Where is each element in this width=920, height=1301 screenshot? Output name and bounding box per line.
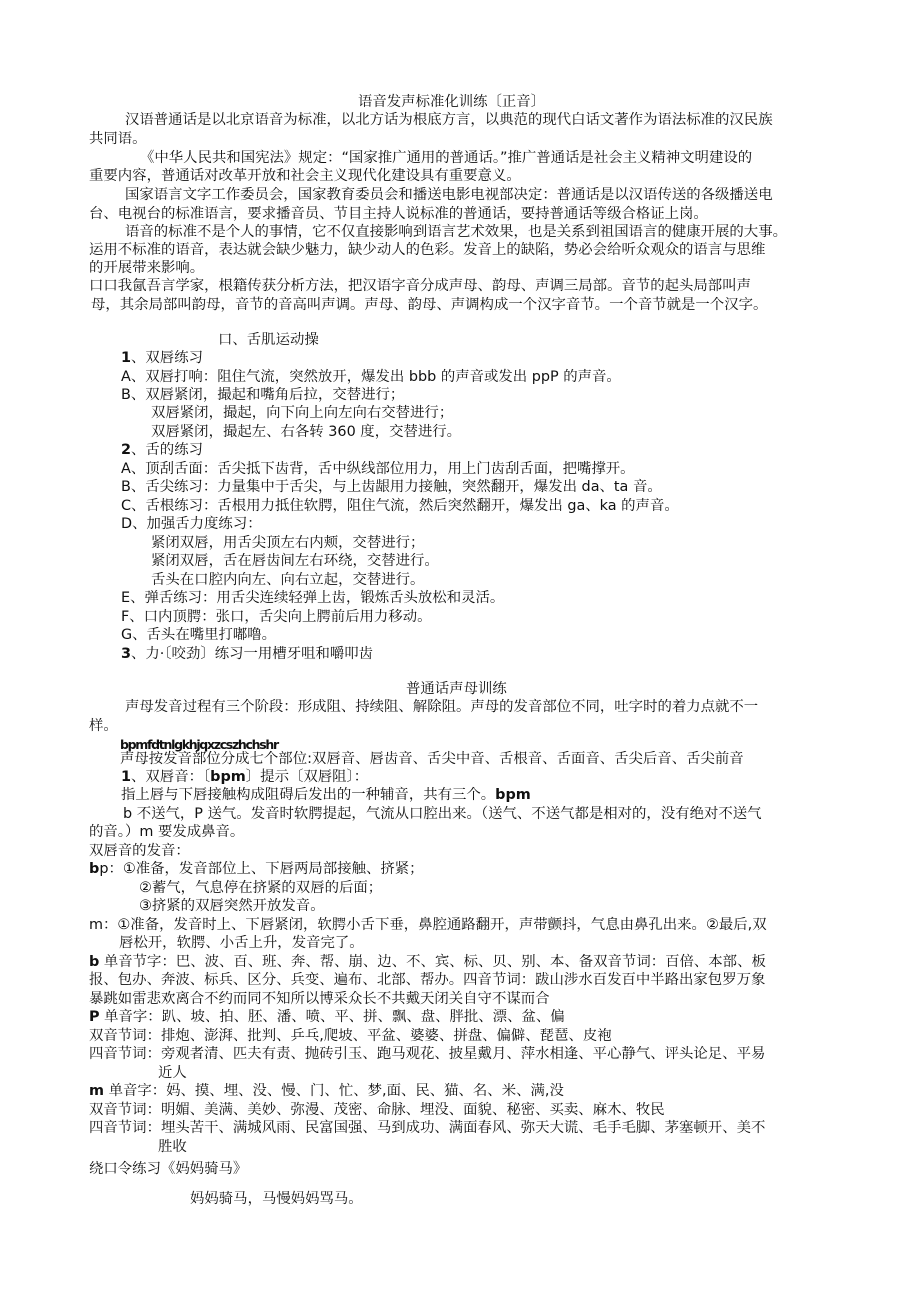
intro-line: 口口我氤吾言学家，根籍传获分析方法，把汉语字音分成声母、韵母、声调三局部。音节的起头局部叫声 (89, 278, 751, 294)
initials-line: 双唇音的发音： (89, 843, 190, 859)
initials-line: b 不送气，P 送气。发音时软腭提起，气流从口腔出来。（送气、不送气都是相对的，没有绝对不送气 (123, 806, 762, 822)
initials-line: m：①准备，发音时上、下唇紧闭，软腭小舌下垂，鼻腔通路翻开，声带颤抖，气息由鼻孔出来。②最后,双 (89, 917, 767, 933)
intro-line: 运用不标准的语音，表达就会缺少魅力，缺少动人的色彩。发音上的缺陷，势必会给听众观众的语言与思维 (89, 242, 766, 258)
word-list-line: 四音节词：旁观者清、匹夫有责、抛砖引玉、跑马观花、披星戴月、萍水相逢、平心静气、评头论足、平易 (89, 1046, 766, 1062)
intro-line: 语音的标准不是个人的事情，它不仅直接影响到语言艺术效果，也是关系到祖国语言的健康开展的大事。 (125, 224, 787, 240)
intro-line: 《中华人民共和国宪法》规定：“国家推广通用的普通话。”推广普通话是社会主义精神文明建设的 (140, 150, 753, 166)
section-heading-initials: 普通话声母训练 (406, 681, 507, 697)
initials-line: bp：①准备，发音部位上、下唇两局部接触、挤紧； (89, 861, 424, 877)
intro-line: 共同语。 (89, 131, 147, 147)
exercise-line: F、口内顶腭：张口，舌尖向上腭前后用力移动。 (121, 609, 432, 625)
intro-line: 台、电视台的标准语言，要求播音员、节目主持人说标准的普通话，要持普通话等级合格证上岗。 (89, 206, 708, 222)
intro-line: 汉语普通话是以北京语音为标准，以北方话为根底方言，以典范的现代白话文著作为语法标准的汉民族 (125, 112, 773, 128)
word-list-line: 胜收 (158, 1139, 187, 1155)
exercise-line: C、舌根练习：舌根用力抵住软腭，阻住气流，然后突然翻开，爆发出 ga、ka 的声音。 (121, 498, 679, 514)
exercise-line: D、加强舌力度练习： (121, 516, 262, 532)
word-list-line: 近人 (158, 1065, 187, 1081)
doc-title: 语音发声标准化训练〔正音〕 (358, 94, 546, 110)
initials-line: 的音。）m 要发成鼻音。 (89, 824, 245, 840)
section-heading-tongue: 口、舌肌运动操 (218, 332, 319, 348)
exercise-line: 双唇紧闭，撮起左、右各转 360 度，交替进行。 (151, 424, 462, 440)
exercise-line: 紧闭双唇，舌在唇齿间左右环绕，交替进行。 (151, 553, 439, 569)
word-list-line: 双音节词：排炮、澎湃、批判、乒乓,爬坡、平盆、婆婆、拼盘、偏僻、琵琶、皮袍 (89, 1028, 612, 1044)
intro-line: 母，其余局部叫韵母，音节的音高叫声调。声母、韵母、声调构成一个汉字音节。一个音节就是一个汉字。 (91, 297, 768, 313)
initials-line: ②蓄气，气息停在挤紧的双唇的后面； (139, 880, 383, 896)
initials-line: 唇松开，软腭、小舌上升，发音完了。 (119, 935, 364, 951)
subheading: 2、舌的练习 (121, 442, 203, 458)
exercise-line: 双唇紧闭，撮起，向下向上向左向右交替进行； (151, 405, 454, 421)
exercise-line: A、双唇打响：阻住气流，突然放开，爆发出 bbb 的声音或发出 ppP 的声音。 (121, 369, 621, 385)
initials-line: ③挤紧的双唇突然开放发音。 (139, 898, 325, 914)
word-list-line: 暴跳如雷悲欢离合不约而同不知所以博采众长不共戴天闭关自守不谋而合 (89, 991, 550, 1007)
exercise-line: B、舌尖练习：力量集中于舌尖，与上齿龈用力接触，突然翻开，爆发出 da、ta 音。 (121, 479, 662, 495)
subheading: 1、双唇音：〔bpm〕提示〔双唇阻〕： (121, 769, 369, 785)
exercise-line: 舌头在口腔内向左、向右立起，交替进行。 (151, 572, 425, 588)
initials-line: 样。 (89, 718, 118, 734)
exercise-line: 紧闭双唇，用舌尖顶左右内颊，交替进行； (151, 535, 425, 551)
subheading: 1、双唇练习 (121, 350, 203, 366)
tongue-twister-line: 妈妈骑马，马慢妈妈骂马。 (190, 1191, 363, 1207)
subheading: 3、力·〔咬劲〕练习一用槽牙咀和嚼叩齿 (121, 646, 374, 662)
word-list-line: b 单音节字：巴、波、百、班、奔、帮、崩、边、不、宾、标、贝、别、本、备双音节词：百倍、本部、板 (89, 954, 766, 970)
exercise-line: B、双唇紧闭，撮起和嘴角后拉，交替进行； (121, 387, 405, 403)
exercise-line: A、顶刮舌面：舌尖抵下齿背，舌中纵线部位用力，用上门齿刮舌面，把嘴撑开。 (121, 461, 635, 477)
word-list-line: 四音节词：埋头苦干、满城风雨、民富国强、马到成功、满面春风、弥天大谎、毛手毛脚、茅塞顿开、美不 (89, 1120, 766, 1136)
initials-letters: bpmfdtnlgkhjqxzcszhchshr (120, 737, 278, 752)
exercise-line: G、舌头在嘴里打嘟噜。 (121, 627, 277, 643)
initials-line: 声母按发音部位分成七个部位:双唇音、唇齿音、舌尖中音、舌根音、舌面音、舌尖后音、舌尖前音 (120, 751, 744, 767)
word-list-line: 双音节词：明媚、美满、美妙、弥漫、茂密、命脉、埋没、面貌、秘密、买卖、麻木、牧民 (89, 1102, 665, 1118)
intro-line: 的开展带来影响。 (89, 260, 205, 276)
tongue-twister-title: 绕口令练习《妈妈骑马》 (89, 1161, 248, 1177)
word-list-line: m 单音字：妈、摸、埋、没、慢、门、忙、梦,面、民、猫、名、米、满,没 (89, 1083, 564, 1099)
intro-line: 重要内容，普通话对改革开放和社会主义现代化建设具有重要意义。 (89, 168, 521, 184)
initials-line: 指上唇与下唇接触构成阻碍后发出的一种辅音，共有三个。bpm (121, 787, 531, 803)
intro-line: 国家语言文字工作委员会，国家教育委员会和播送电影电视部决定：普通话是以汉语传送的各级播送电 (125, 187, 773, 203)
word-list-line: 报、包办、奔波、标兵、区分、兵变、遍布、北部、帮办。四音节词：跋山涉水百发百中半路出家包罗万象 (89, 972, 766, 988)
exercise-line: E、弹舌练习：用舌尖连续轻弹上齿，锻炼舌头放松和灵活。 (121, 590, 505, 606)
word-list-line: P 单音字：趴、坡、拍、胚、潘、喷、平、拼、飘、盘、胖批、漂、盆、偏 (89, 1009, 565, 1025)
initials-line: 声母发音过程有三个阶段：形成阻、持续阻、解除阻。声母的发音部位不同，吐字时的着力点就不一 (125, 699, 759, 715)
